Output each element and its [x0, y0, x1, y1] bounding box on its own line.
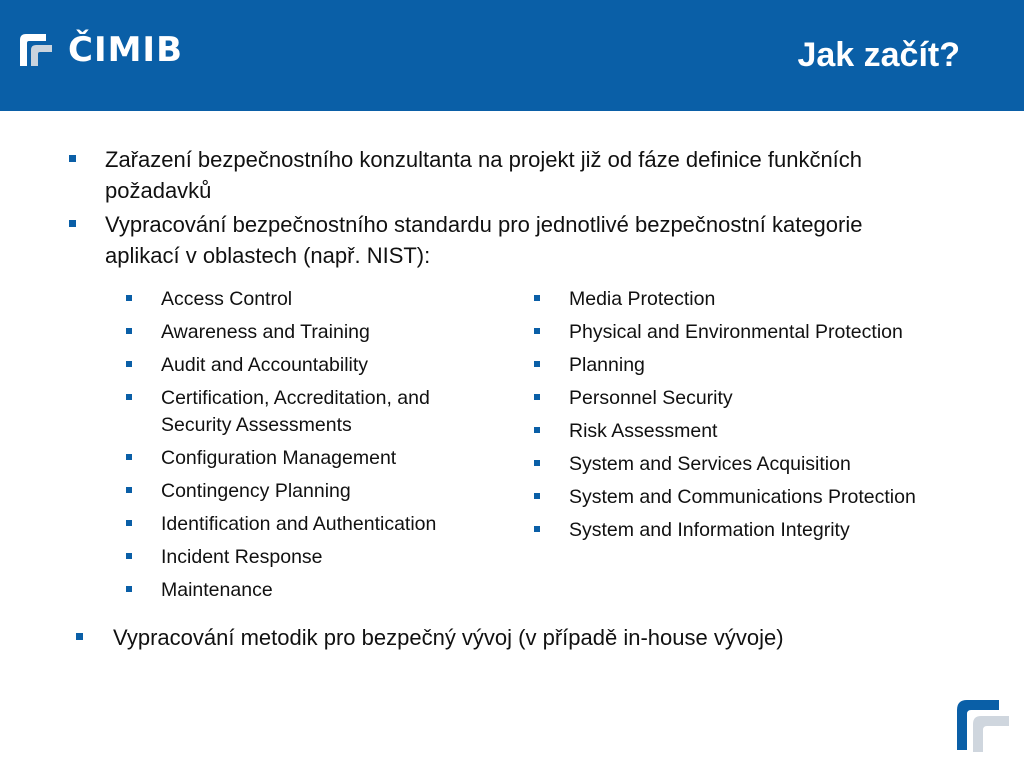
square-bullet-icon [126, 295, 132, 301]
list-item: Planning [530, 352, 970, 379]
list-item: Media Protection [530, 286, 970, 313]
cimib-corner-logo-icon [955, 698, 1011, 754]
nist-list-left [122, 286, 492, 610]
slide-title: Jak začít? [797, 36, 960, 74]
list-item: Vypracování bezpečnostního standardu pro jednotlivé bezpečnostní kategorie aplikací v oblastech (např. NIST): [64, 209, 924, 271]
square-bullet-icon [534, 394, 540, 400]
list-item: Incident Response [122, 544, 492, 571]
list-item: Configuration Management [122, 445, 492, 472]
square-bullet-icon [534, 460, 540, 466]
square-bullet-icon [126, 553, 132, 559]
bottom-bullet: Vypracování metodik pro bezpečný vývoj (v případě in-house vývoje) [72, 622, 784, 653]
list-item: Contingency Planning [122, 478, 492, 505]
list-item: Maintenance [122, 577, 492, 604]
list-item: Access Control [122, 286, 492, 313]
list-item: Identification and Authentication [122, 511, 492, 538]
square-bullet-icon [534, 427, 540, 433]
square-bullet-icon [126, 454, 132, 460]
square-bullet-icon [534, 328, 540, 334]
list-item: Awareness and Training [122, 319, 492, 346]
square-bullet-icon [126, 586, 132, 592]
square-bullet-icon [534, 361, 540, 367]
square-bullet-icon [126, 394, 132, 400]
square-bullet-icon [534, 493, 540, 499]
square-bullet-icon [126, 361, 132, 367]
list-item: Zařazení bezpečnostního konzultanta na projekt již od fáze definice funkčních požadavků [64, 144, 924, 206]
square-bullet-icon [69, 220, 76, 227]
square-bullet-icon [534, 295, 540, 301]
nist-list-right [530, 286, 970, 550]
list-item: System and Communications Protection [530, 484, 970, 511]
list-item: Physical and Environmental Protection [530, 319, 970, 346]
square-bullet-icon [126, 520, 132, 526]
square-bullet-icon [126, 328, 132, 334]
list-item: Certification, Accreditation, and Security Assessments [122, 385, 492, 439]
square-bullet-icon [76, 633, 83, 640]
logo-text: ČIMIB [68, 30, 184, 70]
brand-logo [16, 28, 183, 72]
main-bullet-list [64, 144, 924, 274]
list-item: Audit and Accountability [122, 352, 492, 379]
square-bullet-icon [69, 155, 76, 162]
list-item: System and Information Integrity [530, 517, 970, 544]
list-item: Personnel Security [530, 385, 970, 412]
square-bullet-icon [126, 487, 132, 493]
list-item: Risk Assessment [530, 418, 970, 445]
list-item: System and Services Acquisition [530, 451, 970, 478]
header-bar [0, 0, 1024, 111]
square-bullet-icon [534, 526, 540, 532]
cimib-logo-icon [16, 30, 56, 70]
